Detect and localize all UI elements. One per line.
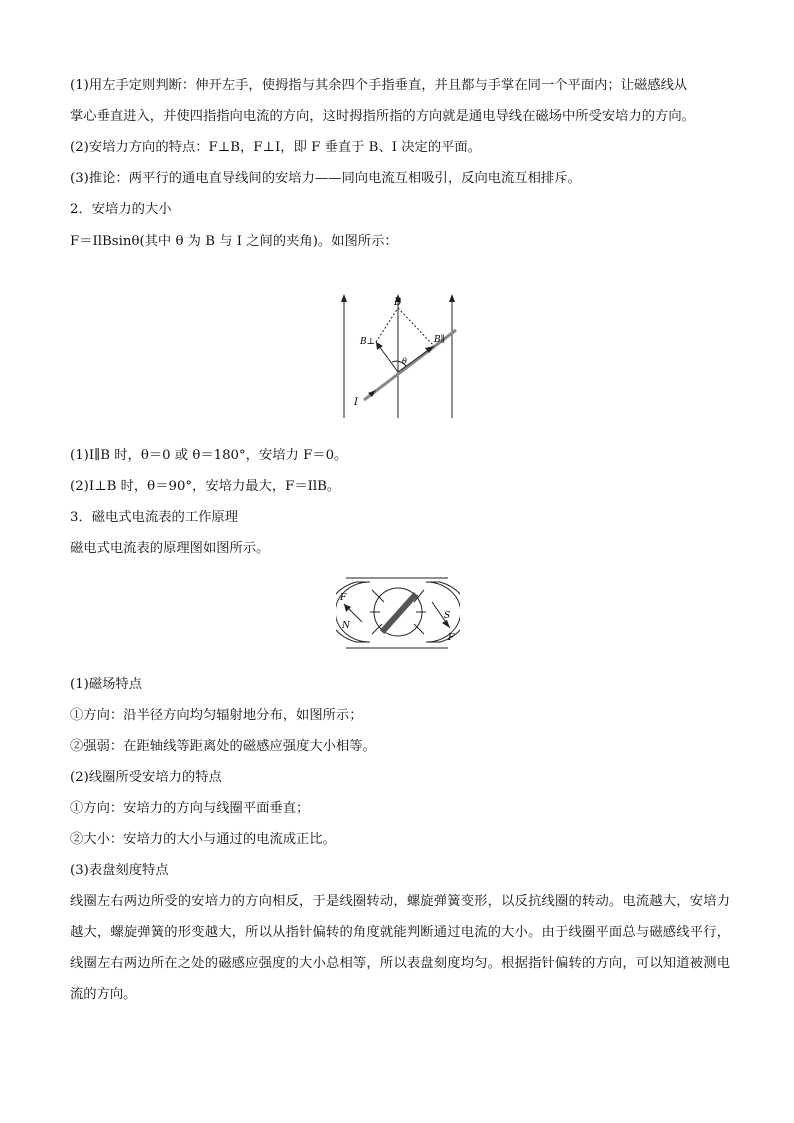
label-S: S [444,611,451,621]
label-I: I [354,397,358,408]
rule-line-1a: (1)用左手定则判断：伸开左手，使拇指与其余四个手指垂直，并且都与手掌在同一个平面内；让磁感线从 [70,78,688,93]
pole-N [336,582,370,642]
field-strength: ②强弱：在距轴线等距离处的磁感应强度大小相等。 [70,739,376,754]
field-direction: ①方向：沿半径方向均匀辐射地分布，如图所示； [70,708,363,723]
rule-line-1b: 掌心垂直进入，并使四指指向电流的方向，这时拇指所指的方向就是通电导线在磁场中所受安培力的方向。 [70,109,695,124]
arrow-force-right [442,620,450,628]
pole-S [426,582,460,642]
case-parallel: (1)I∥B 时，θ＝0 或 θ＝180°，安培力 F＝0。 [70,448,348,463]
dash-2 [398,308,434,346]
dial-title: (3)表盘刻度特点 [70,863,169,878]
coil-magnitude: ②大小：安培力的大小与通过的电流成正比。 [70,832,336,847]
arrow-3 [449,294,455,302]
label-N: N [342,621,350,631]
rule-line-2: (2)安培力方向的特点：F⊥B，F⊥I，即 F 垂直于 B、I 决定的平面。 [70,140,482,155]
field-ray-1 [372,590,384,602]
meter-heading: 3．磁电式电流表的工作原理 [70,510,239,525]
label-theta: θ [402,357,407,366]
magnitude-formula: F＝IlBsinθ(其中 θ 为 B 与 I 之间的夹角)。如图所示： [70,234,398,249]
coil-title: (2)线圈所受安培力的特点 [70,770,222,785]
label-F-left: F [340,593,347,603]
dial-paragraph: 线圈左右两边所受的安培力的方向相反，于是线圈转动，螺旋弹簧变形，以反抗线圈的转动。电流越大，安培力越大，螺旋弹簧的形变越大，所以从指针偏转的角度就能判断通过电流的大小。由于线圈平面总与磁感线平行，线圈左右两边所在之处的磁感应强度的大小总相等，所以表盘刻度均匀。根据指针偏转的方向，可以知道被测电流的方向。 [70,894,730,1002]
meter-intro: 磁电式电流表的原理图如图所示。 [70,541,270,556]
galvanometer-figure [336,576,460,650]
field-title: (1)磁场特点 [70,677,143,692]
arrow-force-left [344,604,351,612]
label-B-par: B∥ [434,335,445,345]
magnitude-heading: 2．安培力的大小 [70,202,172,217]
rule-line-3: (3)推论：两平行的通电直导线间的安培力——同向电流互相吸引，反向电流互相排斥。 [70,171,581,186]
arrow-1 [341,294,347,302]
coil [382,594,416,632]
case-perpendicular: (2)I⊥B 时，θ＝90°，安培力最大，F＝IlB。 [70,479,341,494]
ampere-force-figure [334,290,464,420]
coil-direction: ①方向：安培力的方向与线圈平面垂直； [70,801,310,816]
label-F-right: F [448,633,455,643]
label-B: B [394,297,402,308]
dash-1 [376,308,398,342]
label-B-perp: B⊥ [360,337,376,347]
arrow-bperp [376,342,383,350]
